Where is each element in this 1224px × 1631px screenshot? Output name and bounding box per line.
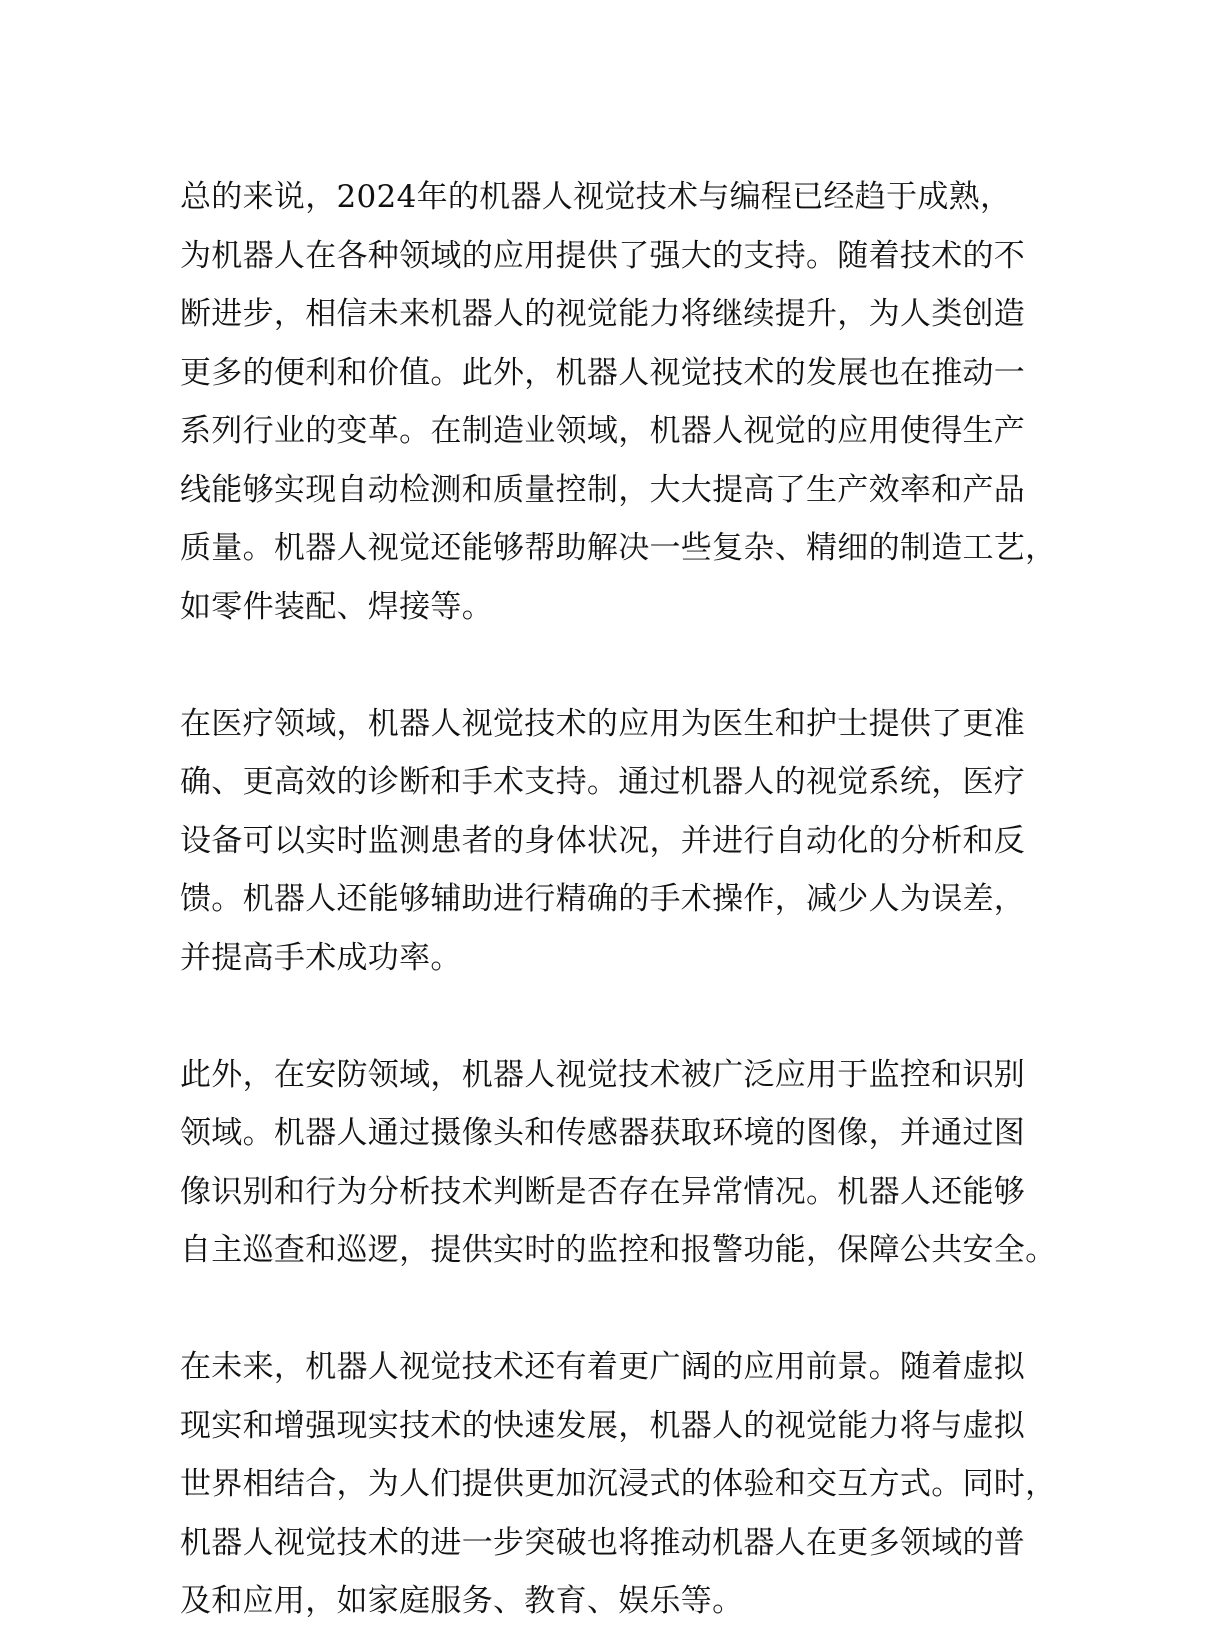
text-line: 更多的便利和价值。此外，机器人视觉技术的发展也在推动一 (180, 354, 1026, 391)
paragraph-2 (180, 695, 1060, 988)
text-line: 设备可以实时监测患者的身体状况，并进行自动化的分析和反 (180, 822, 1026, 859)
text-line: 自主巡查和巡逻，提供实时的监控和报警功能，保障公共安全。 (180, 1232, 1057, 1268)
text-line: 领域。机器人通过摄像头和传感器获取环境的图像，并通过图 (180, 1115, 1026, 1151)
text-line: 如零件装配、焊接等。 (180, 588, 493, 625)
paragraph-4 (180, 1338, 1060, 1631)
text-line: 质量。机器人视觉还能够帮助解决一些复杂、精细的制造工艺， (180, 530, 1057, 566)
text-line: 及和应用，如家庭服务、教育、娱乐等。 (180, 1583, 744, 1619)
paragraph-spacer (180, 636, 1060, 695)
text-line: 此外，在安防领域，机器人视觉技术被广泛应用于监控和识别 (180, 1056, 1026, 1093)
paragraph-spacer (180, 1280, 1060, 1339)
paragraph-3 (180, 1046, 1060, 1280)
text-line: 确、更高效的诊断和手术支持。通过机器人的视觉系统，医疗 (180, 764, 1026, 800)
text-line: 总的来说，2024年的机器人视觉技术与编程已经趋于成熟， (180, 179, 1012, 215)
paragraph-1 (180, 168, 1060, 636)
text-line: 线能够实现自动检测和质量控制，大大提高了生产效率和产品 (180, 471, 1026, 508)
document-body (180, 168, 1060, 1631)
paragraph-spacer (180, 987, 1060, 1046)
text-line: 现实和增强现实技术的快速发展，机器人的视觉能力将与虚拟 (180, 1407, 1026, 1444)
text-line: 机器人视觉技术的进一步突破也将推动机器人在更多领域的普 (180, 1524, 1026, 1561)
text-line: 在未来，机器人视觉技术还有着更广阔的应用前景。随着虚拟 (180, 1349, 1026, 1385)
text-line: 并提高手术成功率。 (180, 939, 462, 976)
text-line: 馈。机器人还能够辅助进行精确的手术操作，减少人为误差， (180, 881, 1026, 917)
text-line: 世界相结合，为人们提供更加沉浸式的体验和交互方式。同时， (180, 1466, 1057, 1502)
text-line: 像识别和行为分析技术判断是否存在异常情况。机器人还能够 (180, 1173, 1026, 1210)
text-line: 为机器人在各种领域的应用提供了强大的支持。随着技术的不 (180, 237, 1026, 274)
text-line: 断进步，相信未来机器人的视觉能力将继续提升，为人类创造 (180, 296, 1026, 332)
text-line: 在医疗领域，机器人视觉技术的应用为医生和护士提供了更准 (180, 705, 1026, 742)
text-line: 系列行业的变革。在制造业领域，机器人视觉的应用使得生产 (180, 413, 1026, 449)
